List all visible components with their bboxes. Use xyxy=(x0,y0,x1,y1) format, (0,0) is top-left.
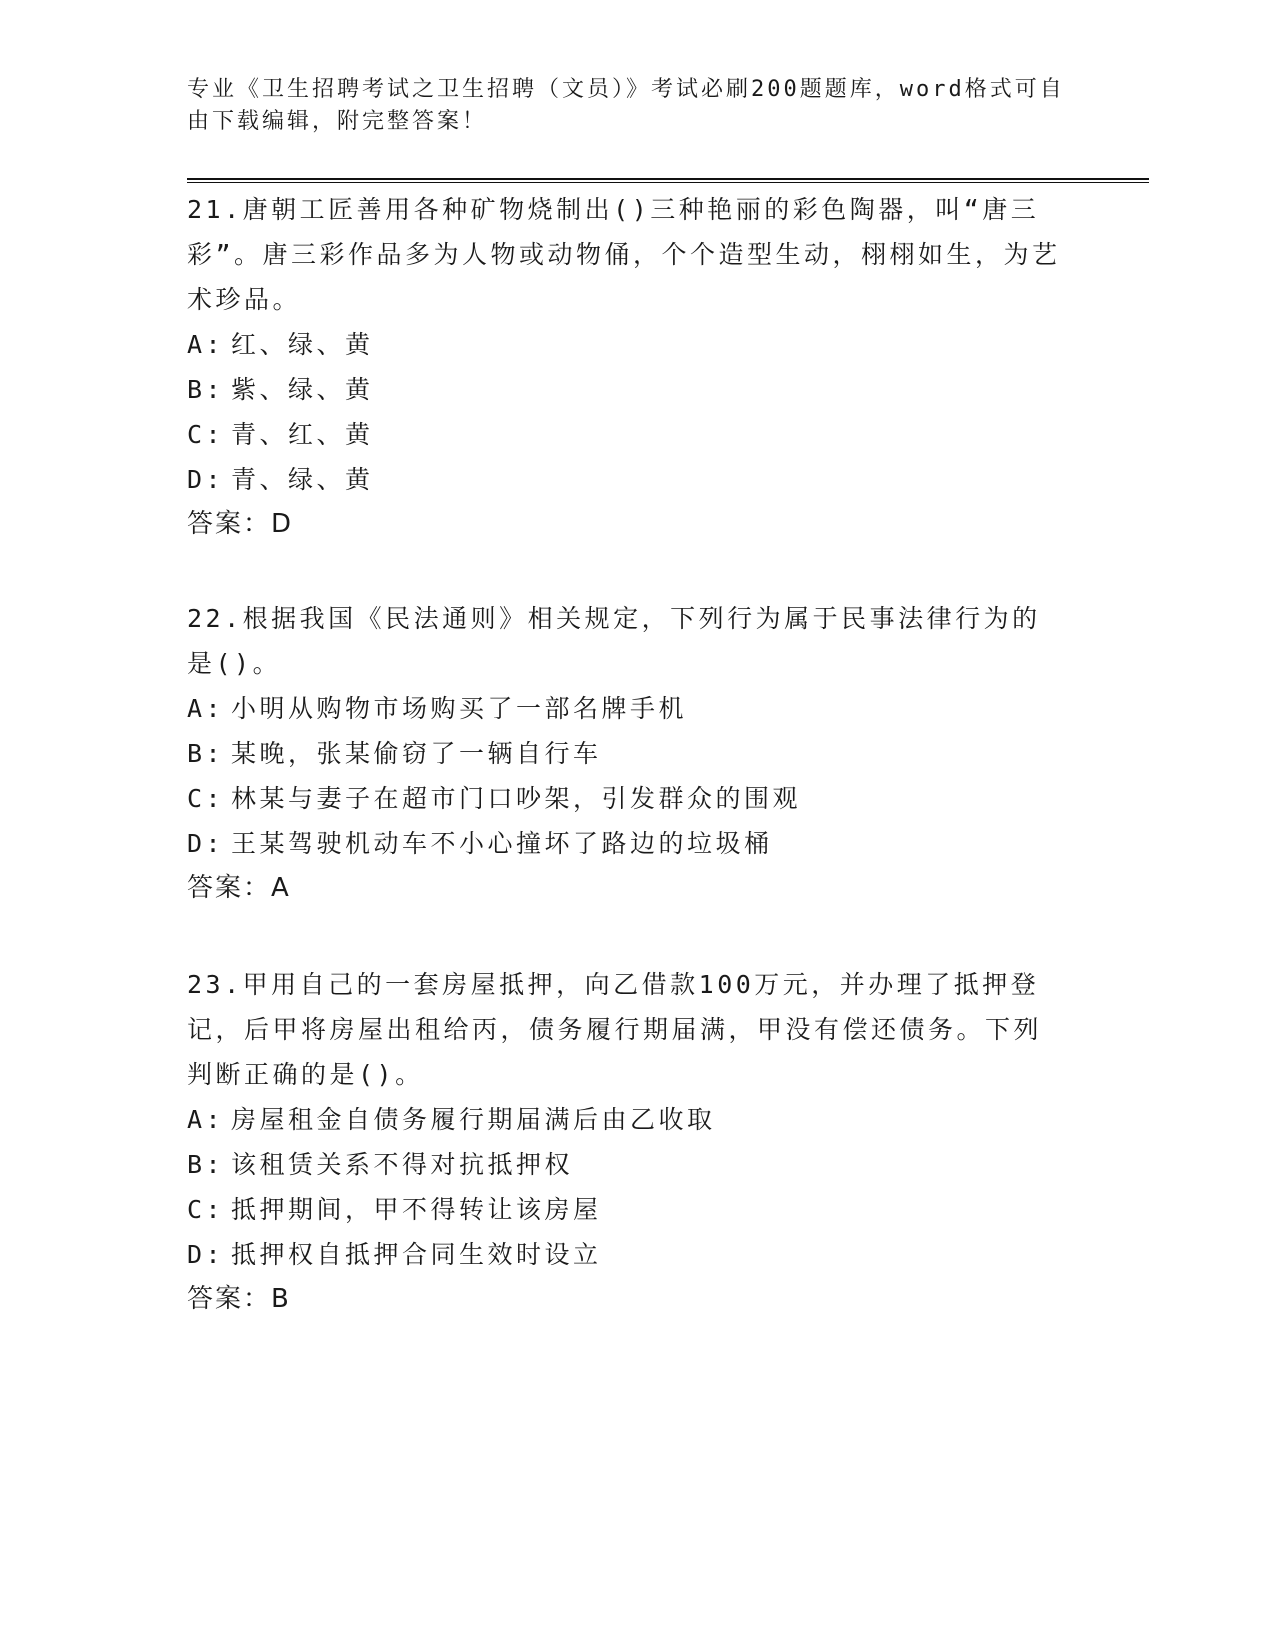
option-a xyxy=(187,322,1067,367)
answer-line: 答案：D xyxy=(187,509,294,539)
option-text: 该租赁关系不得对抗抵押权 xyxy=(231,1150,574,1179)
option-text: 青、红、黄 xyxy=(231,420,374,449)
option-a xyxy=(187,1097,1067,1142)
question-23 xyxy=(187,962,1067,1322)
option-d xyxy=(187,457,1067,502)
option-a xyxy=(187,686,1067,731)
option-letter: C: xyxy=(187,784,225,813)
option-letter: B: xyxy=(187,739,225,768)
option-text: 红、绿、黄 xyxy=(231,330,374,359)
option-letter: A: xyxy=(187,1105,225,1134)
header-divider xyxy=(187,178,1149,183)
option-letter: D: xyxy=(187,465,225,494)
option-c xyxy=(187,412,1067,457)
option-text: 某晚，张某偷窃了一辆自行车 xyxy=(231,739,602,768)
option-d xyxy=(187,1232,1067,1277)
option-text: 王某驾驶机动车不小心撞坏了路边的垃圾桶 xyxy=(231,829,773,858)
option-text: 抵押期间，甲不得转让该房屋 xyxy=(231,1195,602,1224)
option-letter: B: xyxy=(187,1150,225,1179)
question-22 xyxy=(187,596,1067,911)
option-b xyxy=(187,367,1067,412)
option-letter: C: xyxy=(187,1195,225,1224)
question-stem: 22.根据我国《民法通则》相关规定，下列行为属于民事法律行为的是()。 xyxy=(187,604,1041,678)
option-text: 小明从购物市场购买了一部名牌手机 xyxy=(231,694,688,723)
option-b xyxy=(187,731,1067,776)
option-letter: A: xyxy=(187,694,225,723)
option-letter: D: xyxy=(187,829,225,858)
question-stem: 23.甲用自己的一套房屋抵押，向乙借款100万元，并办理了抵押登记，后甲将房屋出租给丙，债务履行期届满，甲没有偿还债务。下列判断正确的是()。 xyxy=(187,970,1043,1089)
document-header: 专业《卫生招聘考试之卫生招聘（文员）》考试必刷200题题库，word格式可自由下载编辑，附完整答案！ xyxy=(187,77,1065,134)
option-b xyxy=(187,1142,1067,1187)
option-text: 抵押权自抵押合同生效时设立 xyxy=(231,1240,602,1269)
option-letter: D: xyxy=(187,1240,225,1269)
question-21 xyxy=(187,187,1067,547)
answer-line: 答案：B xyxy=(187,1284,291,1314)
option-letter: B: xyxy=(187,375,225,404)
question-stem: 21.唐朝工匠善用各种矿物烧制出()三种艳丽的彩色陶器，叫“唐三彩”。唐三彩作品多为人物或动物俑，个个造型生动，栩栩如生，为艺术珍品。 xyxy=(187,195,1061,314)
option-text: 林某与妻子在超市门口吵架，引发群众的围观 xyxy=(231,784,802,813)
option-letter: A: xyxy=(187,330,225,359)
option-text: 紫、绿、黄 xyxy=(231,375,374,404)
option-letter: C: xyxy=(187,420,225,449)
option-d xyxy=(187,821,1067,866)
option-c xyxy=(187,1187,1067,1232)
option-c xyxy=(187,776,1067,821)
option-text: 房屋租金自债务履行期届满后由乙收取 xyxy=(231,1105,716,1134)
answer-line: 答案：A xyxy=(187,873,291,903)
option-text: 青、绿、黄 xyxy=(231,465,374,494)
